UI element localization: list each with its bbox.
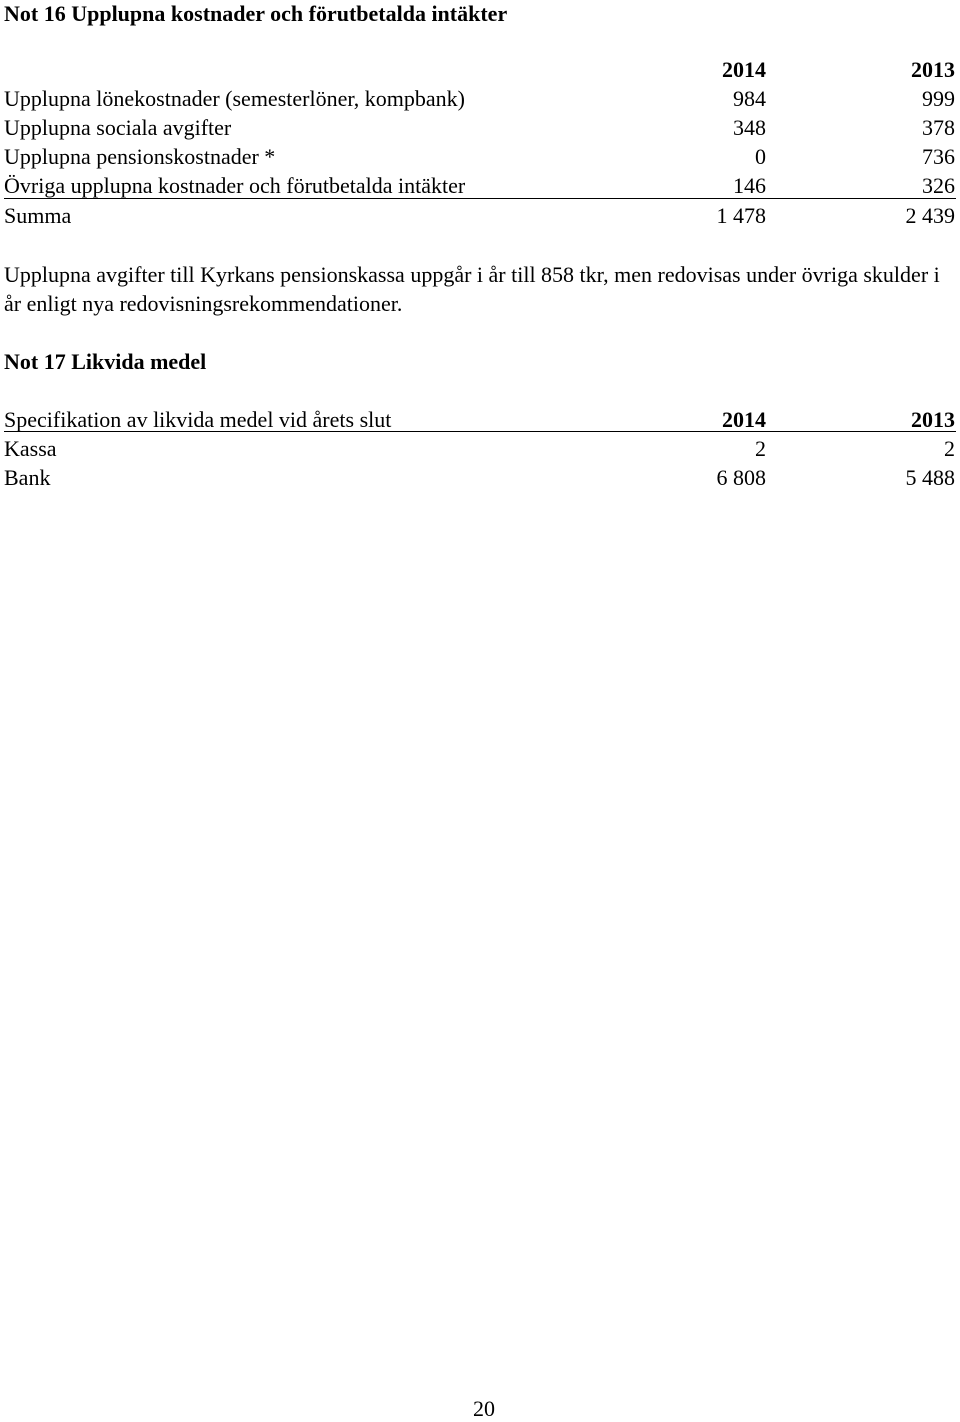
note16-row-value-2014: 146 <box>733 173 766 198</box>
note16-total-2013: 2 439 <box>905 203 955 228</box>
note16-row-value-2013: 736 <box>922 144 955 169</box>
note16-sum-rule <box>4 198 956 199</box>
note16-total-2014: 1 478 <box>716 203 766 228</box>
note17-row-label: Bank <box>4 465 51 490</box>
note17-row-value-2013: 5 488 <box>905 465 955 490</box>
note17-row-value-2014: 2 <box>755 436 766 461</box>
note16-row-value-2013: 378 <box>922 115 955 140</box>
note17-row-label: Kassa <box>4 436 57 461</box>
note16-row-value-2014: 348 <box>733 115 766 140</box>
note17-title: Not 17 Likvida medel <box>4 349 207 374</box>
note16-row-value-2013: 999 <box>922 86 955 111</box>
note16-footnote: Upplupna avgifter till Kyrkans pensionskassa uppgår i år till 858 tkr, men redovisas under övriga skulder i år enligt nya redovisningsrekommendationer. <box>4 262 940 316</box>
note16-title: Not 16 Upplupna kostnader och förutbetalda intäkter <box>4 1 508 26</box>
note16-year-2013: 2013 <box>911 57 955 82</box>
note16-row-label: Övriga upplupna kostnader och förutbetalda intäkter <box>4 173 466 198</box>
note16-row-value-2013: 326 <box>922 173 955 198</box>
page-number: 20 <box>473 1396 495 1421</box>
note17-year-2014: 2014 <box>722 407 766 432</box>
note17-header-label: Specifikation av likvida medel vid årets slut <box>4 407 392 432</box>
note16-row-label: Upplupna lönekostnader (semesterlöner, kompbank) <box>4 86 465 111</box>
note17-row-value-2013: 2 <box>944 436 955 461</box>
note16-row-value-2014: 0 <box>755 144 766 169</box>
note16-row-label: Upplupna sociala avgifter <box>4 115 232 140</box>
note17-row-value-2014: 6 808 <box>716 465 766 490</box>
note16-total-label: Summa <box>4 203 72 228</box>
note16-year-2014: 2014 <box>722 57 766 82</box>
note17-year-2013: 2013 <box>911 407 955 432</box>
note17-header-rule <box>4 431 956 432</box>
note16-row-value-2014: 984 <box>733 86 766 111</box>
note16-row-label: Upplupna pensionskostnader * <box>4 144 276 169</box>
